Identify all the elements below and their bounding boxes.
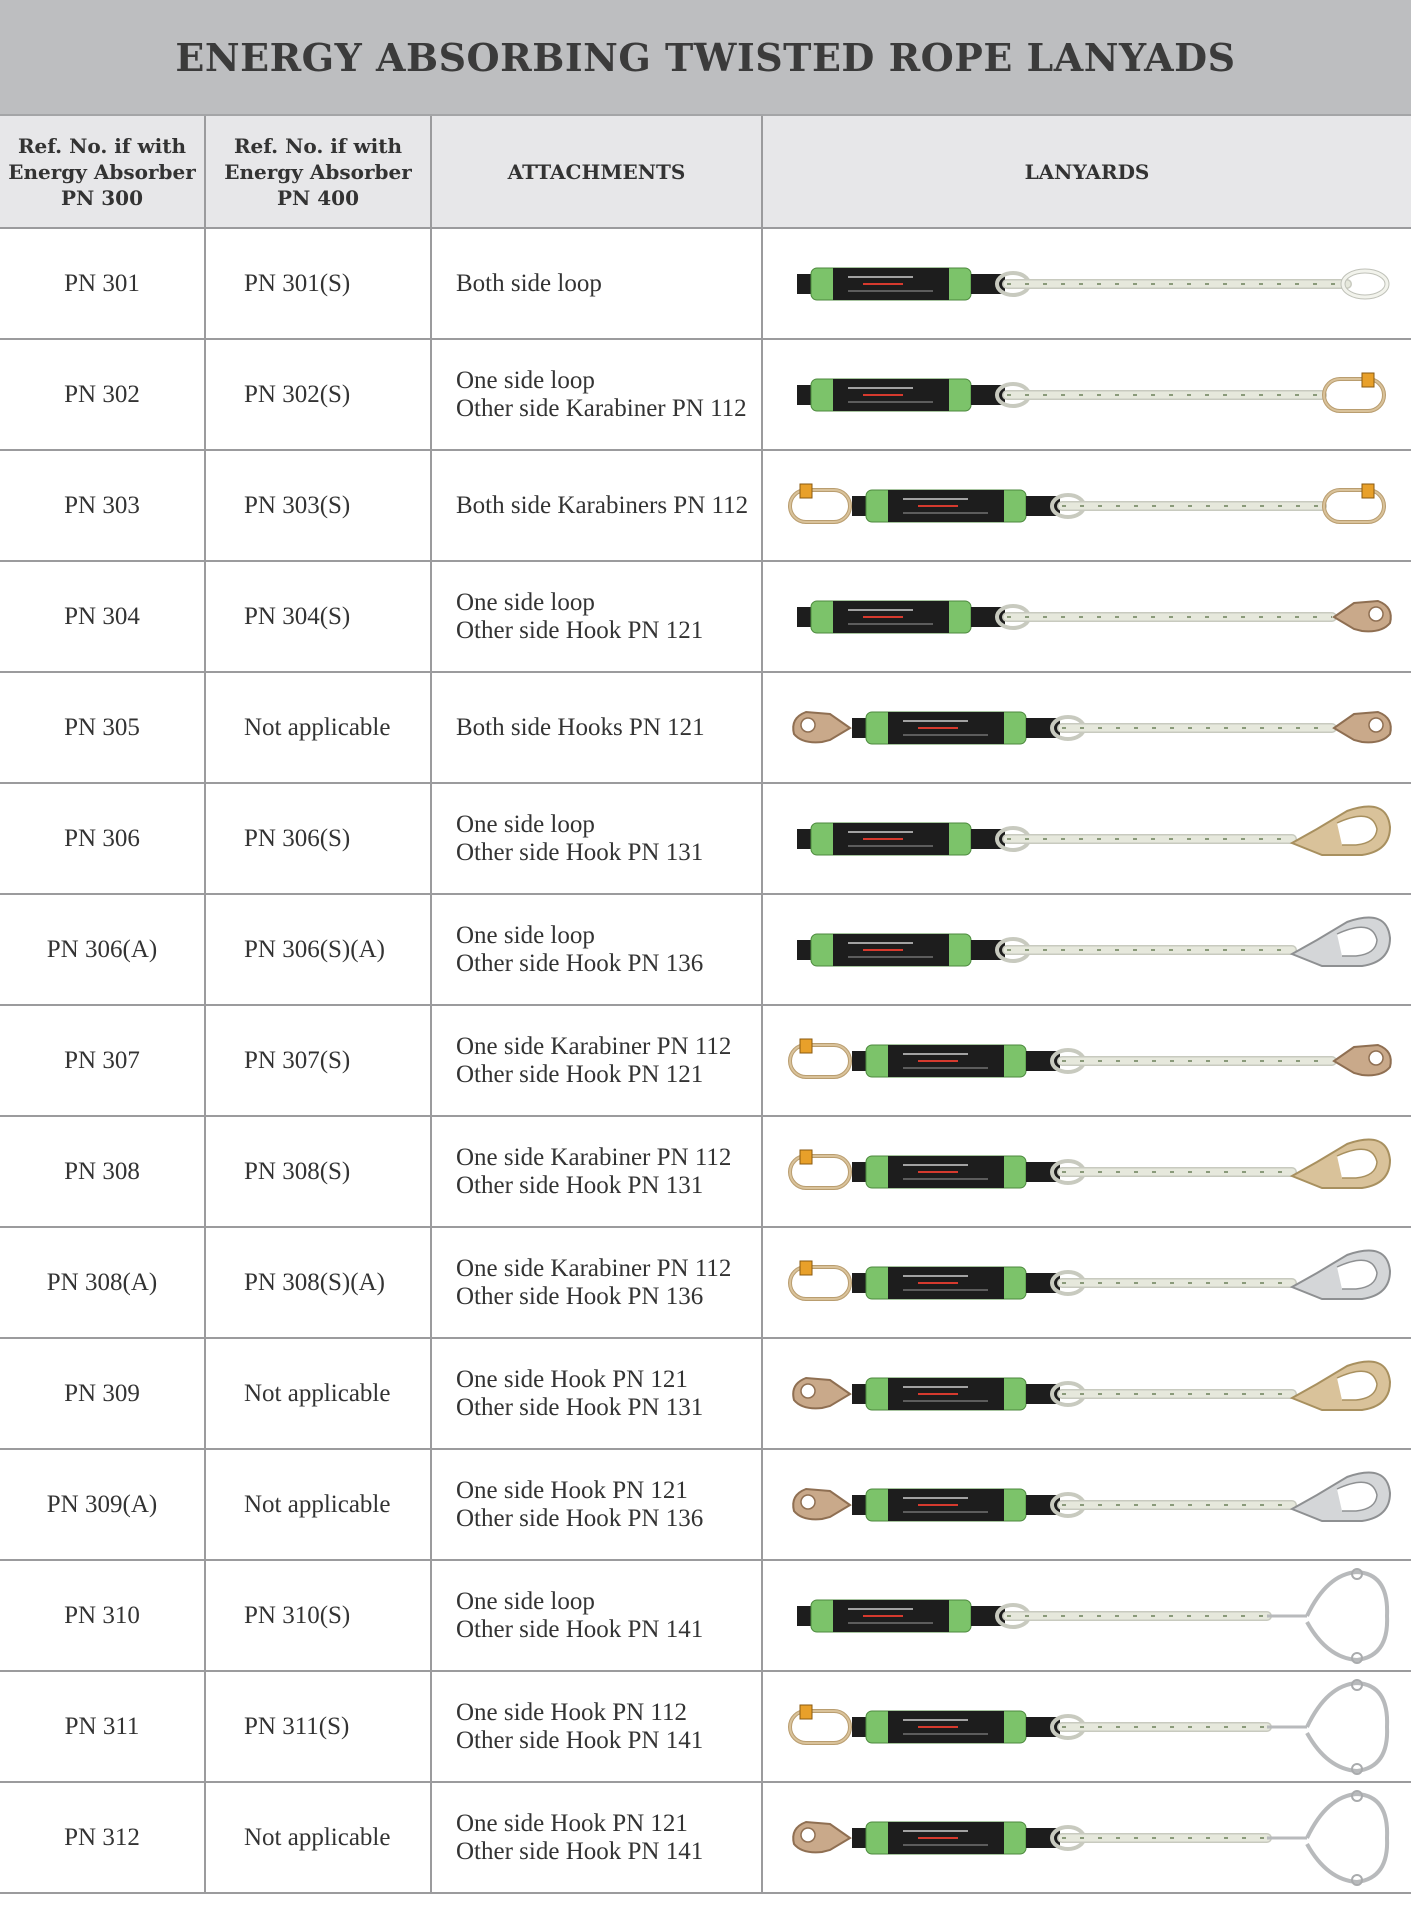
scaffold-hook-pn131 xyxy=(1292,806,1390,854)
energy-absorber xyxy=(866,1822,1026,1854)
attachments-cell xyxy=(431,1338,762,1449)
lanyard-image-cell xyxy=(762,1560,1411,1671)
energy-absorber xyxy=(866,712,1026,744)
lanyard-image-cell xyxy=(762,228,1411,339)
ref-pn300-cell: PN 311 xyxy=(0,1671,205,1782)
twisted-rope xyxy=(997,273,1347,295)
table-row xyxy=(0,339,1411,450)
ref-pn400-cell: PN 306(S)(A) xyxy=(205,894,431,1005)
attachment-line: One side Hook PN 112 xyxy=(456,1698,688,1726)
twisted-rope xyxy=(1052,1050,1332,1072)
ref-pn400-cell: PN 306(S) xyxy=(205,783,431,894)
lanyard-illustration xyxy=(763,1566,1411,1666)
lanyard-illustration xyxy=(763,678,1411,778)
ref-pn400-cell: PN 310(S) xyxy=(205,1560,431,1671)
ref-pn400-cell: PN 304(S) xyxy=(205,561,431,672)
attachment-line: Both side Karabiners PN 112 xyxy=(456,491,749,519)
ref-pn300-cell: PN 307 xyxy=(0,1005,205,1116)
attachment-line: One side loop xyxy=(456,921,595,949)
snap-hook-pn121 xyxy=(1334,712,1391,742)
attachment-line: Other side Hook PN 121 xyxy=(456,616,704,644)
lanyard-image-cell xyxy=(762,1782,1411,1893)
karabiner-pn112 xyxy=(790,1039,850,1077)
scaffold-hook-pn136 xyxy=(1292,1472,1390,1520)
attachment-line: One side Karabiner PN 112 xyxy=(456,1032,732,1060)
lanyard-image-cell xyxy=(762,783,1411,894)
energy-absorber xyxy=(866,1711,1026,1743)
snap-hook-pn121 xyxy=(793,712,850,742)
attachments-cell xyxy=(431,1116,762,1227)
table-header-row xyxy=(0,116,1411,228)
lanyard-illustration xyxy=(763,1233,1411,1333)
header-ref-pn400: Ref. No. if with Energy Absorber PN 400 xyxy=(205,116,431,228)
ref-pn300-cell: PN 302 xyxy=(0,339,205,450)
ref-pn300-cell: PN 306(A) xyxy=(0,894,205,1005)
title-bar xyxy=(0,0,1411,116)
scaffold-hook-pn131 xyxy=(1292,1139,1390,1187)
ref-pn400-cell: Not applicable xyxy=(205,1338,431,1449)
twisted-rope xyxy=(1052,717,1332,739)
table-row xyxy=(0,1560,1411,1671)
lanyard-illustration xyxy=(763,1122,1411,1222)
table-row xyxy=(0,894,1411,1005)
lanyard-image-cell xyxy=(762,894,1411,1005)
ref-pn300-cell: PN 310 xyxy=(0,1560,205,1671)
twisted-rope xyxy=(1052,1494,1292,1516)
lanyard-illustration xyxy=(763,234,1411,334)
attachment-line: One side loop xyxy=(456,1587,595,1615)
energy-absorber xyxy=(811,823,971,855)
rebar-hook-pn141 xyxy=(1267,1680,1387,1774)
attachment-line: One side loop xyxy=(456,588,595,616)
table-row xyxy=(0,1449,1411,1560)
table-row xyxy=(0,1116,1411,1227)
attachment-line: Other side Hook PN 141 xyxy=(456,1726,704,1754)
lanyard-illustration xyxy=(763,345,1411,445)
ref-pn300-cell: PN 309 xyxy=(0,1338,205,1449)
table-row xyxy=(0,228,1411,339)
attachment-line: One side Hook PN 121 xyxy=(456,1476,688,1504)
lanyard-illustration xyxy=(763,1344,1411,1444)
energy-absorber xyxy=(866,1378,1026,1410)
ref-pn300-cell: PN 312 xyxy=(0,1782,205,1893)
twisted-rope xyxy=(1052,1827,1267,1849)
attachment-line: Other side Hook PN 131 xyxy=(456,1171,704,1199)
ref-pn300-cell: PN 308(A) xyxy=(0,1227,205,1338)
table-row xyxy=(0,1227,1411,1338)
ref-pn300-cell: PN 304 xyxy=(0,561,205,672)
lanyard-illustration xyxy=(763,900,1411,1000)
lanyard-illustration xyxy=(763,1788,1411,1888)
lanyard-image-cell xyxy=(762,1005,1411,1116)
lanyard-image-cell xyxy=(762,1116,1411,1227)
table-body xyxy=(0,228,1411,1893)
attachments-cell xyxy=(431,1449,762,1560)
karabiner-pn112 xyxy=(790,1261,850,1299)
attachment-line: Other side Hook PN 121 xyxy=(456,1060,704,1088)
twisted-rope xyxy=(1052,1161,1292,1183)
attachments-cell xyxy=(431,1671,762,1782)
lanyard-table xyxy=(0,116,1411,1894)
attachments-cell xyxy=(431,228,762,339)
table-row xyxy=(0,783,1411,894)
page-title: ENERGY ABSORBING TWISTED ROPE LANYADS xyxy=(175,34,1236,80)
attachment-line: One side loop xyxy=(456,366,595,394)
attachments-cell xyxy=(431,1227,762,1338)
attachments-cell xyxy=(431,339,762,450)
ref-pn400-cell: Not applicable xyxy=(205,1449,431,1560)
attachments-cell xyxy=(431,1560,762,1671)
twisted-rope xyxy=(997,1605,1267,1627)
attachment-line: Other side Hook PN 141 xyxy=(456,1615,704,1643)
rebar-hook-pn141 xyxy=(1267,1569,1387,1663)
lanyard-image-cell xyxy=(762,1671,1411,1782)
attachments-cell xyxy=(431,1782,762,1893)
lanyard-illustration xyxy=(763,456,1411,556)
table-row xyxy=(0,450,1411,561)
snap-hook-pn121 xyxy=(793,1378,850,1408)
karabiner-pn112 xyxy=(1324,484,1384,522)
energy-absorber xyxy=(866,1045,1026,1077)
energy-absorber xyxy=(811,379,971,411)
ref-pn300-cell: PN 308 xyxy=(0,1116,205,1227)
table-row xyxy=(0,561,1411,672)
snap-hook-pn121 xyxy=(1334,601,1391,631)
attachments-cell xyxy=(431,1005,762,1116)
snap-hook-pn121 xyxy=(793,1822,850,1852)
lanyard-illustration xyxy=(763,789,1411,889)
attachment-line: One side Karabiner PN 112 xyxy=(456,1143,732,1171)
attachment-line: Other side Karabiner PN 112 xyxy=(456,394,747,422)
table-row xyxy=(0,1338,1411,1449)
attachment-line: Other side Hook PN 136 xyxy=(456,1504,704,1532)
attachment-line: One side Hook PN 121 xyxy=(456,1809,688,1837)
attachments-cell xyxy=(431,783,762,894)
attachments-cell xyxy=(431,561,762,672)
lanyard-image-cell xyxy=(762,339,1411,450)
attachment-line: Other side Hook PN 136 xyxy=(456,949,704,977)
twisted-rope xyxy=(997,384,1322,406)
ref-pn300-cell: PN 309(A) xyxy=(0,1449,205,1560)
karabiner-pn112 xyxy=(790,1150,850,1188)
lanyard-image-cell xyxy=(762,1338,1411,1449)
ref-pn300-cell: PN 306 xyxy=(0,783,205,894)
snap-hook-pn121 xyxy=(793,1489,850,1519)
header-lanyards: LANYARDS xyxy=(762,116,1411,228)
scaffold-hook-pn131 xyxy=(1292,1361,1390,1409)
ref-pn400-cell: Not applicable xyxy=(205,1782,431,1893)
karabiner-pn112 xyxy=(790,484,850,522)
lanyard-illustration xyxy=(763,1011,1411,1111)
table-row xyxy=(0,1005,1411,1116)
twisted-rope xyxy=(997,939,1292,961)
attachment-line: Both side Hooks PN 121 xyxy=(456,713,705,741)
twisted-rope xyxy=(1052,1272,1292,1294)
ref-pn400-cell: PN 302(S) xyxy=(205,339,431,450)
ref-pn400-cell: PN 308(S) xyxy=(205,1116,431,1227)
table-row xyxy=(0,672,1411,783)
ref-pn400-cell: PN 307(S) xyxy=(205,1005,431,1116)
attachment-line: Other side Hook PN 131 xyxy=(456,838,704,866)
twisted-rope xyxy=(1052,495,1322,517)
energy-absorber xyxy=(866,1489,1026,1521)
lanyard-image-cell xyxy=(762,672,1411,783)
twisted-rope xyxy=(997,828,1292,850)
attachment-line: Both side loop xyxy=(456,269,602,297)
attachment-line: Other side Hook PN 136 xyxy=(456,1282,704,1310)
energy-absorber xyxy=(866,490,1026,522)
twisted-rope xyxy=(997,606,1332,628)
ref-pn400-cell: PN 301(S) xyxy=(205,228,431,339)
table-row xyxy=(0,1671,1411,1782)
snap-hook-pn121 xyxy=(1334,1045,1391,1075)
ref-pn300-cell: PN 303 xyxy=(0,450,205,561)
scaffold-hook-pn136 xyxy=(1292,1250,1390,1298)
attachment-line: One side loop xyxy=(456,810,595,838)
lanyard-illustration xyxy=(763,1677,1411,1777)
attachment-line: Other side Hook PN 141 xyxy=(456,1837,704,1865)
attachments-cell xyxy=(431,672,762,783)
twisted-rope xyxy=(1052,1716,1267,1738)
energy-absorber xyxy=(811,601,971,633)
ref-pn400-cell: PN 311(S) xyxy=(205,1671,431,1782)
table-row xyxy=(0,1782,1411,1893)
lanyard-illustration xyxy=(763,1455,1411,1555)
energy-absorber xyxy=(866,1156,1026,1188)
lanyard-image-cell xyxy=(762,561,1411,672)
attachment-line: One side Karabiner PN 112 xyxy=(456,1254,732,1282)
header-attachments: ATTACHMENTS xyxy=(431,116,762,228)
rebar-hook-pn141 xyxy=(1267,1791,1387,1885)
attachments-cell xyxy=(431,450,762,561)
lanyard-image-cell xyxy=(762,450,1411,561)
scaffold-hook-pn136 xyxy=(1292,917,1390,965)
energy-absorber xyxy=(811,268,971,300)
karabiner-pn112 xyxy=(790,1705,850,1743)
attachments-cell xyxy=(431,894,762,1005)
twisted-rope xyxy=(1052,1383,1292,1405)
lanyard-image-cell xyxy=(762,1449,1411,1560)
ref-pn300-cell: PN 305 xyxy=(0,672,205,783)
energy-absorber xyxy=(811,1600,971,1632)
energy-absorber xyxy=(811,934,971,966)
energy-absorber xyxy=(866,1267,1026,1299)
ref-pn300-cell: PN 301 xyxy=(0,228,205,339)
attachment-line: Other side Hook PN 131 xyxy=(456,1393,704,1421)
ref-pn400-cell: PN 303(S) xyxy=(205,450,431,561)
karabiner-pn112 xyxy=(1324,373,1384,411)
header-ref-pn300: Ref. No. if with Energy Absorber PN 300 xyxy=(0,116,205,228)
ref-pn400-cell: Not applicable xyxy=(205,672,431,783)
lanyard-illustration xyxy=(763,567,1411,667)
attachment-line: One side Hook PN 121 xyxy=(456,1365,688,1393)
lanyard-image-cell xyxy=(762,1227,1411,1338)
ref-pn400-cell: PN 308(S)(A) xyxy=(205,1227,431,1338)
